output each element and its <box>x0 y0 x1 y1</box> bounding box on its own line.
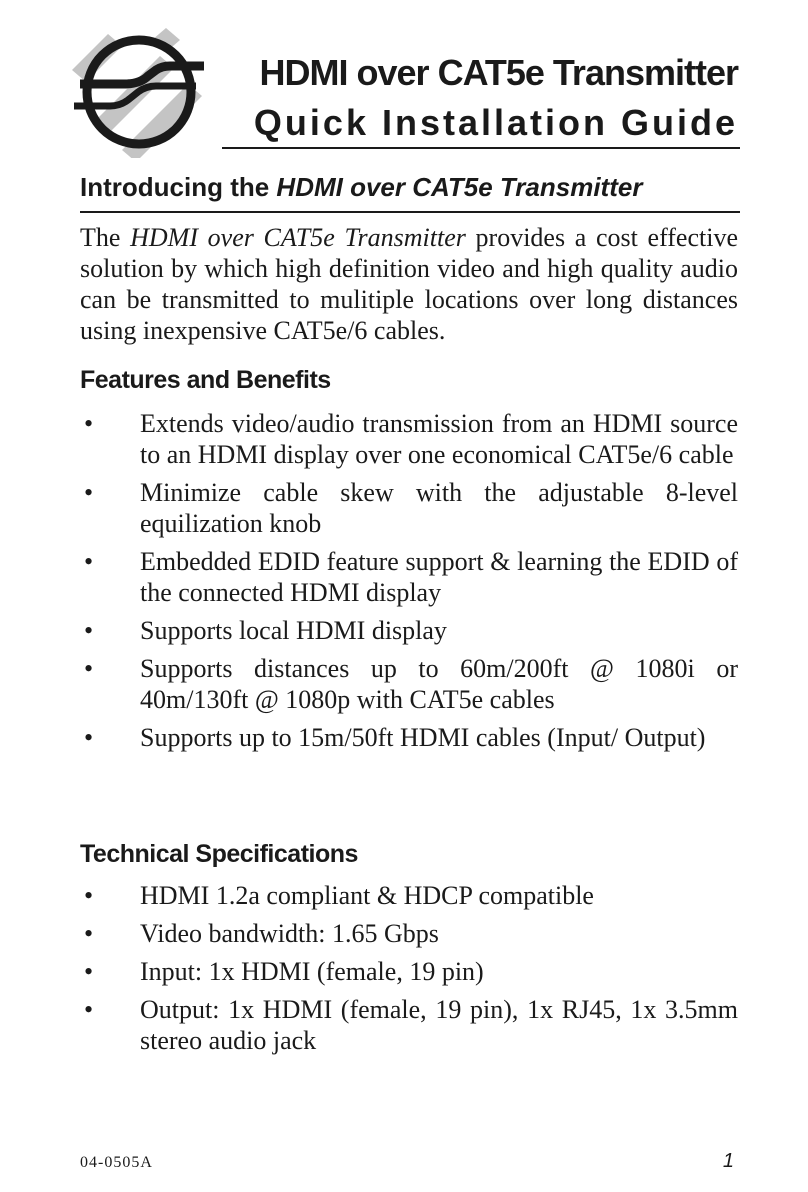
list-item-text: Output: 1x HDMI (female, 19 pin), 1x RJ45, 1x 3.5mm stereo audio jack <box>140 995 738 1055</box>
document-subtitle: Quick Installation Guide <box>253 102 738 143</box>
intro-heading <box>80 172 642 203</box>
bullet-icon: • <box>84 654 94 683</box>
list-item <box>80 615 738 646</box>
list-item-text: Supports distances up to 60m/200ft @ 1080i or 40m/130ft @ 1080p with CAT5e cables <box>140 654 738 714</box>
list-item-text: Supports local HDMI display <box>140 616 447 645</box>
intro-para-text: provides a cost effective solution by which high definition video and high quality audio can be transmitted to mulitiple locations over long distances using inexpensive CAT5e/6 cables. <box>80 223 739 345</box>
specs-heading: Technical Specifications <box>80 840 358 868</box>
bullet-icon: • <box>84 995 94 1024</box>
bullet-icon: • <box>84 409 94 438</box>
list-item-text: HDMI 1.2a compliant & HDCP compatible <box>140 881 594 910</box>
list-item <box>80 880 738 911</box>
intro-rule <box>80 211 740 213</box>
list-item <box>80 653 738 715</box>
intro-heading-prefix: Introducing the <box>80 172 277 202</box>
bullet-icon: • <box>84 478 94 507</box>
bullet-icon: • <box>84 547 94 576</box>
document-title: HDMI over CAT5e Transmitter <box>259 52 738 93</box>
list-item-text: Input: 1x HDMI (female, 19 pin) <box>140 957 484 986</box>
list-item <box>80 956 738 987</box>
list-item-text: Extends video/audio transmission from an HDMI source to an HDMI display over one economical CAT5e/6 cable <box>140 409 738 469</box>
page-number: 1 <box>722 1150 734 1172</box>
list-item <box>80 546 738 608</box>
bullet-icon: • <box>84 616 94 645</box>
bullet-icon: • <box>84 881 94 910</box>
bullet-icon: • <box>84 919 94 948</box>
list-item-text: Minimize cable skew with the adjustable 8-level equilization knob <box>140 478 738 538</box>
specs-list <box>80 880 738 1063</box>
intro-para-prefix: The <box>80 223 131 252</box>
header-rule <box>222 147 740 149</box>
features-heading: Features and Benefits <box>80 366 331 394</box>
document-code: 04-0505A <box>80 1154 153 1171</box>
bullet-icon: • <box>84 957 94 986</box>
list-item-text: Embedded EDID feature support & learning the EDID of the connected HDMI display <box>140 547 738 607</box>
intro-paragraph <box>80 222 738 346</box>
intro-heading-product: HDMI over CAT5e Transmitter <box>276 172 643 202</box>
bullet-icon: • <box>84 723 94 752</box>
siig-logo <box>64 26 214 158</box>
list-item <box>80 408 738 470</box>
list-item-text: Video bandwidth: 1.65 Gbps <box>140 919 439 948</box>
intro-para-product: HDMI over CAT5e Transmitter <box>130 223 466 252</box>
list-item-text: Supports up to 15m/50ft HDMI cables (Input/ Output) <box>140 723 706 752</box>
list-item <box>80 722 738 753</box>
list-item <box>80 477 738 539</box>
list-item <box>80 994 738 1056</box>
features-list <box>80 408 738 760</box>
list-item <box>80 918 738 949</box>
